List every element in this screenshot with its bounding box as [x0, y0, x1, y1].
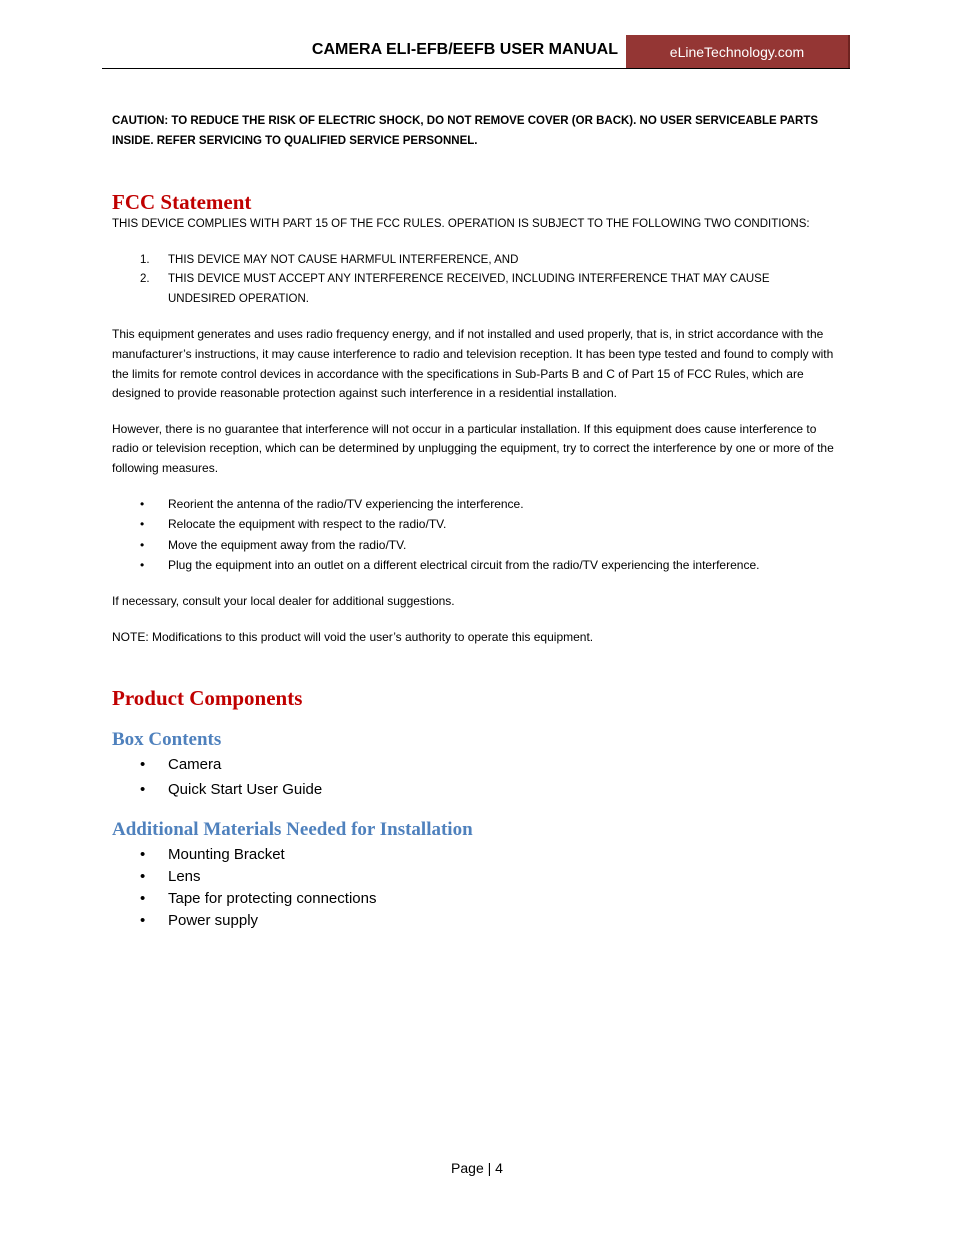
- bullet-icon: •: [140, 890, 146, 908]
- list-item-text: Power supply: [168, 912, 259, 930]
- list-item: [112, 270, 840, 309]
- list-item-text: Tape for protecting connections: [168, 890, 377, 908]
- list-item: [112, 515, 840, 535]
- caution-text: CAUTION: TO REDUCE THE RISK OF ELECTRIC SHOCK, DO NOT REMOVE COVER (OR BACK). NO USER SERVICEABLE PARTS INSIDE. REFER SERVICING TO QUALIFIED SERVICE PERSONNEL.: [112, 115, 819, 147]
- list-item-text: Reorient the antenna of the radio/TV experiencing the interference.: [168, 496, 524, 511]
- manual-title: CAMERA ELI-EFB/EEFB USER MANUAL: [311, 41, 618, 58]
- list-item-text: Plug the equipment into an outlet on a different electrical circuit from the radio/TV experiencing the interference.: [168, 558, 760, 573]
- fcc-heading: FCC Statement: [112, 190, 252, 214]
- list-item-text: Move the equipment away from the radio/TV.: [168, 537, 407, 552]
- site-badge: eLineTechnology.com: [626, 35, 850, 68]
- materials-list: [112, 844, 840, 932]
- list-item: [112, 536, 840, 556]
- list-item-text: THIS DEVICE MAY NOT CAUSE HARMFUL INTERFERENCE, AND: [168, 253, 519, 266]
- bullet-icon: •: [140, 537, 145, 552]
- list-item: [112, 888, 840, 910]
- fcc-paragraph-2: However, there is no guarantee that interference will not occur in a particular installation. If this equipment does cause interference to radio or television reception, which can be determined by unplugging the equipment, try to correct the interference by one or more of the following measures.: [112, 421, 834, 475]
- list-item: [112, 866, 840, 888]
- page-number: Page | 4: [451, 1160, 503, 1176]
- materials-heading: Additional Materials Needed for Installation: [112, 819, 473, 841]
- fcc-conditions-list: [112, 251, 840, 310]
- list-item: [112, 844, 840, 866]
- list-item: [112, 556, 840, 576]
- list-item: [112, 495, 840, 515]
- list-item: [112, 251, 840, 271]
- list-item-text: Lens: [168, 868, 201, 886]
- bullet-icon: •: [140, 558, 145, 573]
- list-item-text: Camera: [168, 756, 222, 774]
- fcc-paragraph-3: If necessary, consult your local dealer for additional suggestions.: [112, 593, 455, 608]
- list-item: [112, 910, 840, 932]
- list-item-text: Relocate the equipment with respect to the radio/TV.: [168, 517, 447, 532]
- list-number: 2.: [140, 273, 150, 286]
- bullet-icon: •: [140, 756, 146, 774]
- bullet-icon: •: [140, 496, 145, 511]
- list-item-text: Mounting Bracket: [168, 846, 285, 864]
- list-number: 1.: [140, 253, 150, 266]
- bullet-icon: •: [140, 517, 145, 532]
- bullet-icon: •: [140, 868, 146, 886]
- components-heading: Product Components: [112, 686, 303, 711]
- list-item-text: THIS DEVICE MUST ACCEPT ANY INTERFERENCE RECEIVED, INCLUDING INTERFERENCE THAT MAY CAUSE UNDESIRED OPERATION.: [168, 273, 770, 305]
- page-content: [112, 111, 840, 932]
- bullet-icon: •: [140, 781, 146, 799]
- bullet-icon: •: [140, 846, 146, 864]
- header-divider: [102, 68, 850, 69]
- list-item-text: Quick Start User Guide: [168, 781, 323, 799]
- bullet-icon: •: [140, 912, 146, 930]
- fcc-measures-list: [112, 495, 840, 576]
- fcc-note: NOTE: Modifications to this product will void the user’s authority to operate this equipment.: [112, 629, 594, 644]
- list-item: [112, 779, 840, 801]
- fcc-intro: THIS DEVICE COMPLIES WITH PART 15 OF THE FCC RULES. OPERATION IS SUBJECT TO THE FOLLOWING TWO CONDITIONS:: [112, 218, 810, 230]
- list-item: [112, 754, 840, 776]
- fcc-paragraph-1: This equipment generates and uses radio frequency energy, and if not installed and used properly, that is, in strict accordance with the manufacturer’s instructions, it may cause interference to radio and television reception. It has been type tested and found to comply with the limits for remote control devices in accordance with the specifications in Sub-Parts B and C of Part 15 of FCC Rules, which are designed to provide reasonable protection against such interference in a residential installation.: [112, 327, 834, 401]
- box-contents-list: [112, 754, 840, 801]
- box-contents-heading: Box Contents: [112, 729, 222, 751]
